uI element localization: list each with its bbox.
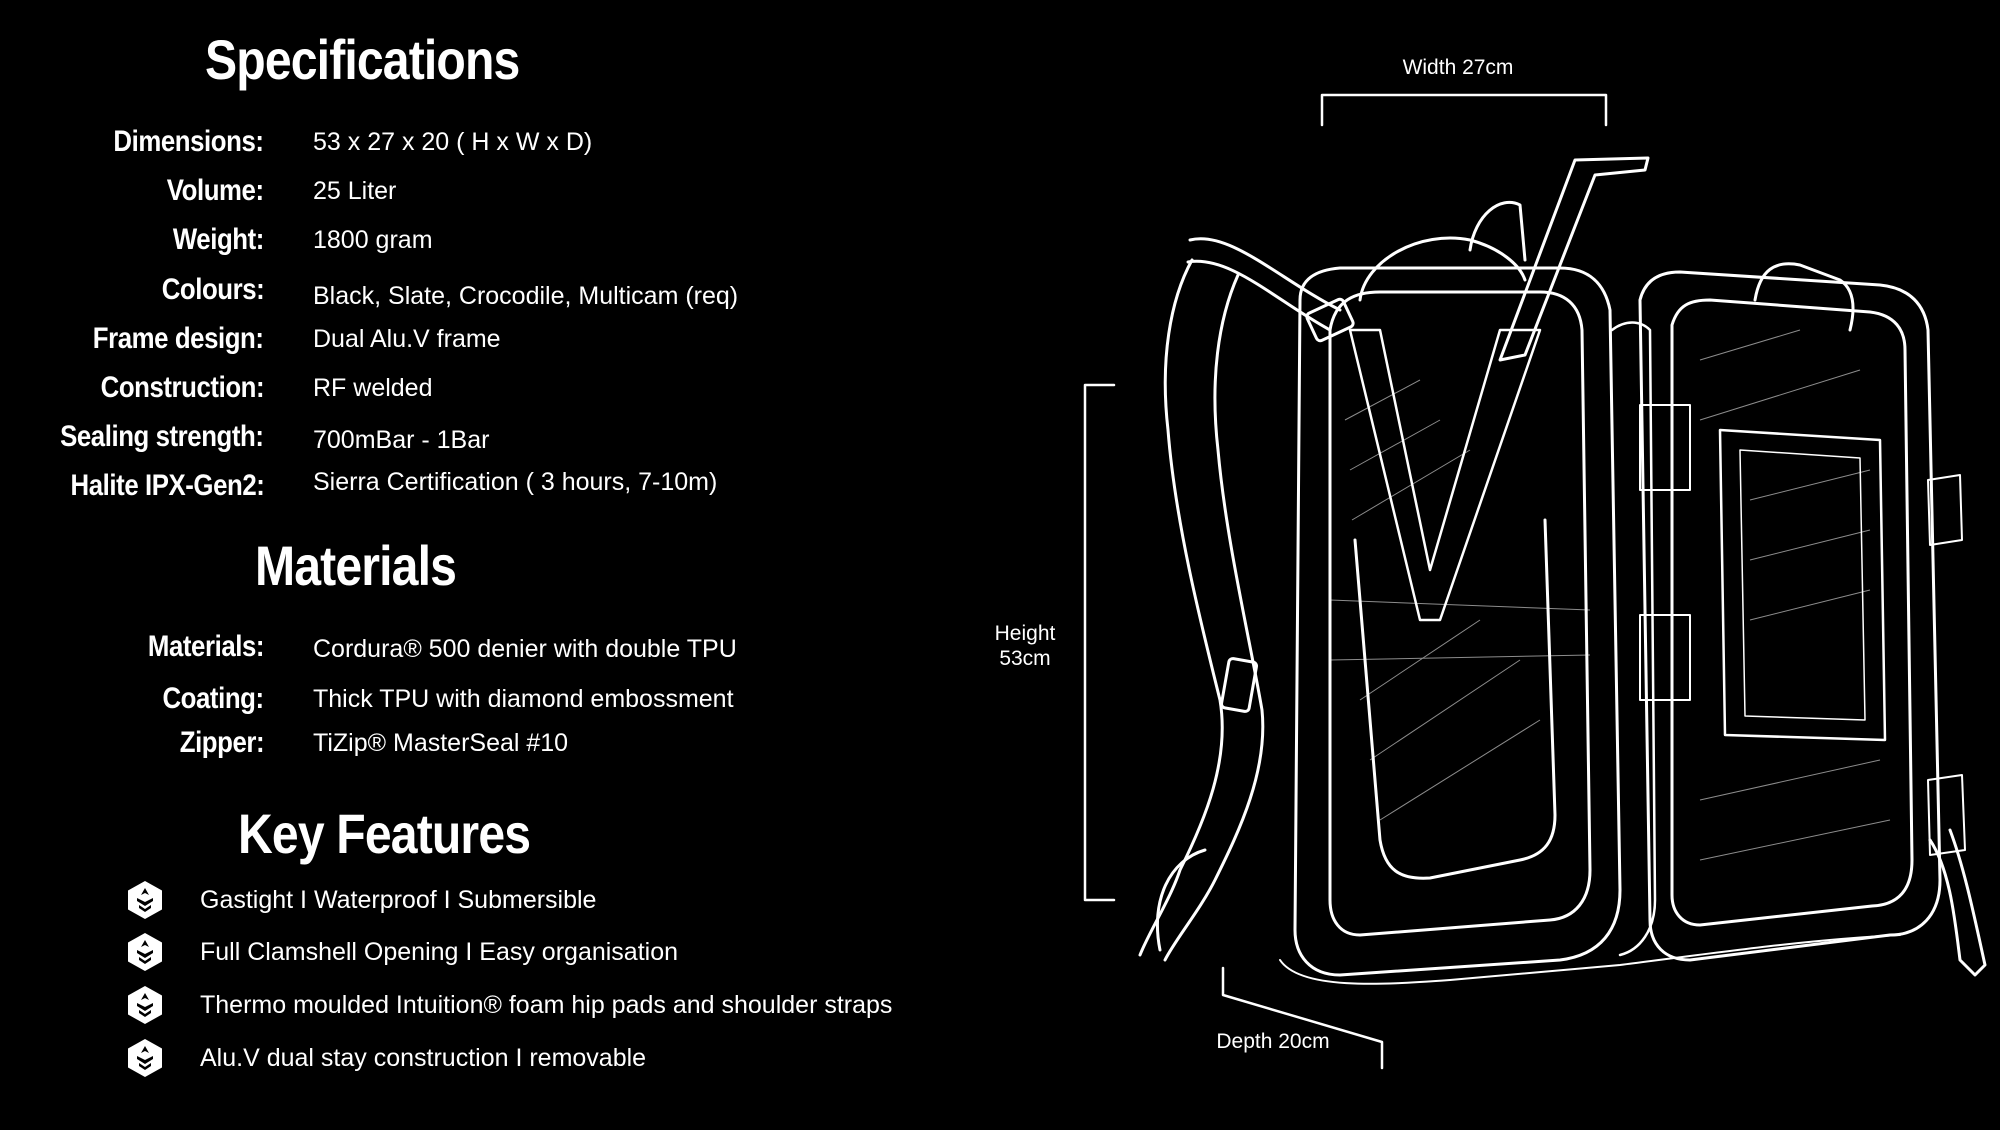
back-shell bbox=[1295, 268, 1620, 975]
height-label-line2: 53cm bbox=[999, 647, 1051, 670]
spec-row-colours bbox=[0, 268, 900, 312]
height-bracket bbox=[1085, 385, 1114, 900]
hexagon-badge-icon bbox=[125, 985, 165, 1025]
depth-label: Depth 20cm bbox=[1216, 1030, 1330, 1053]
material-label: Coating: bbox=[162, 682, 264, 715]
feature-text: Gastight I Waterproof I Submersible bbox=[200, 886, 597, 914]
feature-item bbox=[125, 1036, 1025, 1080]
material-row-materials bbox=[0, 625, 900, 669]
key-features-heading: Key Features bbox=[238, 802, 531, 865]
spec-label: Colours: bbox=[161, 273, 264, 306]
feature-item bbox=[125, 930, 1025, 974]
spec-value: RF welded bbox=[313, 374, 433, 402]
spec-row-sealing-strength bbox=[0, 415, 900, 459]
material-label: Materials: bbox=[147, 630, 264, 663]
shoulder-strap bbox=[1140, 260, 1222, 955]
material-row-coating bbox=[0, 677, 900, 721]
hexagon-badge-icon bbox=[125, 1038, 165, 1078]
backpack-technical-drawing bbox=[960, 30, 1990, 1090]
material-value: Thick TPU with diamond embossment bbox=[313, 685, 734, 713]
width-bracket bbox=[1322, 95, 1606, 125]
feature-item bbox=[125, 983, 1025, 1027]
spec-label: Volume: bbox=[167, 174, 264, 207]
feature-text: Thermo moulded Intuition® foam hip pads and shoulder straps bbox=[200, 991, 893, 1019]
height-label-line1: Height bbox=[994, 622, 1056, 645]
spec-label: Dimensions: bbox=[113, 125, 264, 158]
material-value: Cordura® 500 denier with double TPU bbox=[313, 635, 737, 663]
spec-row-dimensions bbox=[0, 120, 900, 164]
spec-value: Sierra Certification ( 3 hours, 7-10m) bbox=[313, 468, 718, 496]
spec-label: Sealing strength: bbox=[60, 420, 264, 453]
spec-value: 53 x 27 x 20 ( H x W x D) bbox=[313, 128, 593, 156]
spec-label: Frame design: bbox=[93, 322, 264, 355]
specifications-heading: Specifications bbox=[205, 28, 520, 91]
spec-value: Dual Alu.V frame bbox=[313, 325, 501, 353]
spec-value: Black, Slate, Crocodile, Multicam (req) bbox=[313, 282, 739, 310]
material-value: TiZip® MasterSeal #10 bbox=[313, 729, 569, 757]
spec-label: Halite IPX-Gen2: bbox=[70, 469, 264, 502]
feature-text: Alu.V dual stay construction I removable bbox=[200, 1044, 647, 1072]
width-label: Width 27cm bbox=[1402, 56, 1514, 79]
spec-label: Weight: bbox=[172, 223, 264, 256]
spec-label: Construction: bbox=[100, 371, 264, 404]
spec-value: 700mBar - 1Bar bbox=[313, 426, 490, 454]
spec-value: 25 Liter bbox=[313, 177, 397, 205]
spec-value: 1800 gram bbox=[313, 226, 433, 254]
hexagon-badge-icon bbox=[125, 880, 165, 920]
feature-item bbox=[125, 878, 1025, 922]
spec-row-frame-design bbox=[0, 317, 900, 361]
spec-row-volume bbox=[0, 169, 900, 213]
hexagon-badge-icon bbox=[125, 932, 165, 972]
spec-row-halite bbox=[0, 464, 900, 508]
feature-text: Full Clamshell Opening I Easy organisation bbox=[200, 938, 679, 966]
material-label: Zipper: bbox=[179, 726, 264, 759]
materials-heading: Materials bbox=[255, 534, 457, 597]
spec-row-construction bbox=[0, 366, 900, 410]
material-row-zipper bbox=[0, 721, 900, 765]
spec-row-weight bbox=[0, 218, 900, 262]
